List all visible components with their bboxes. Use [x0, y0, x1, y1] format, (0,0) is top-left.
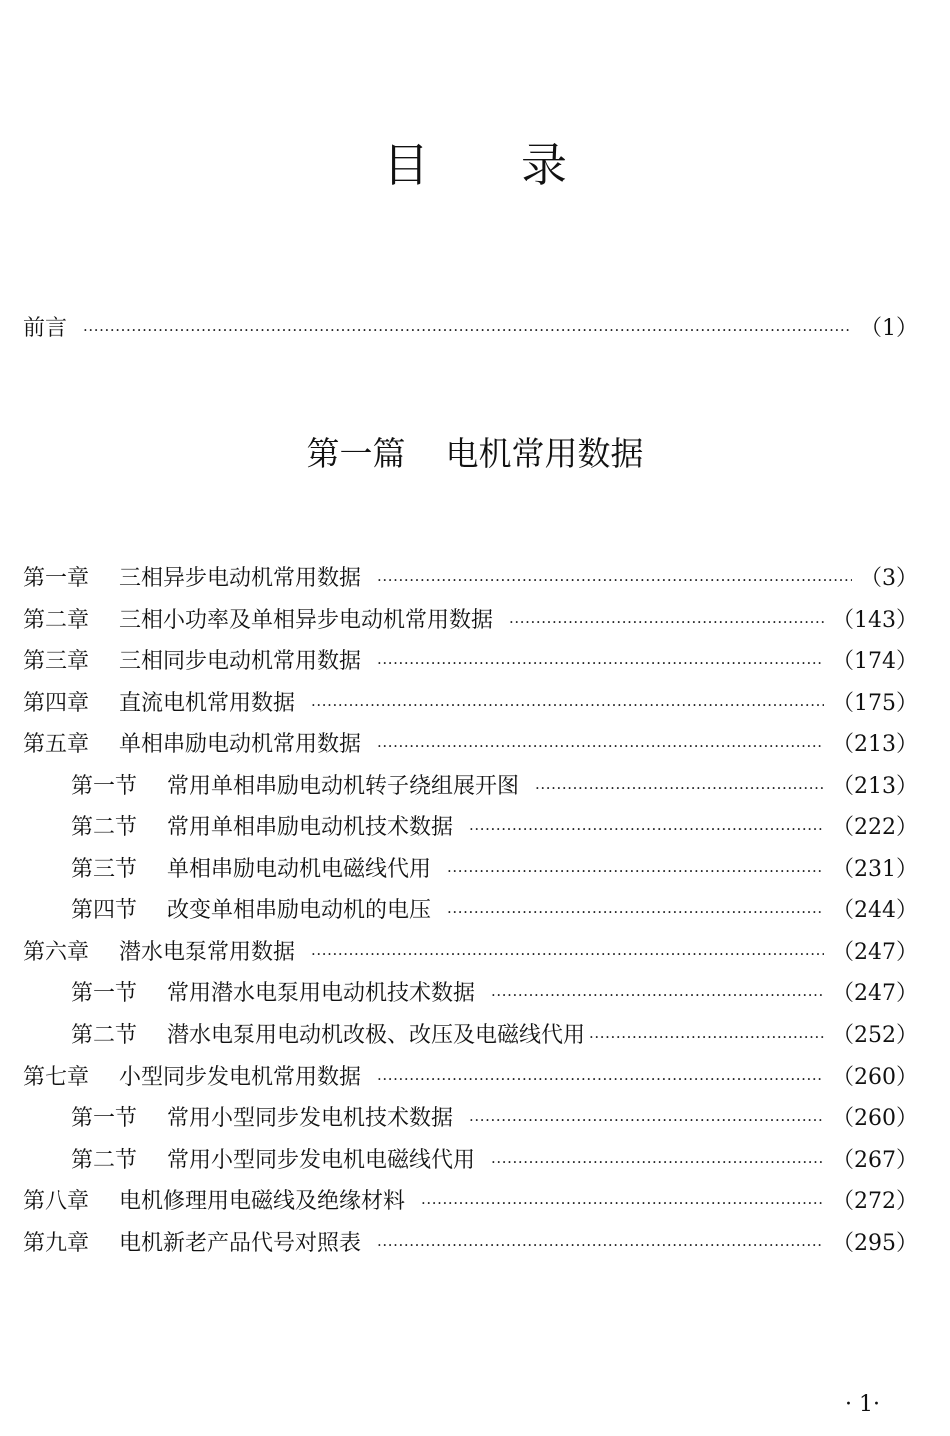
toc-leader-dots [421, 1188, 824, 1218]
toc-entry-text: 小型同步发电机常用数据 [119, 1065, 362, 1090]
toc-entry-label: 第一章 [23, 566, 90, 591]
toc-entry-chapter[interactable] [23, 647, 918, 677]
toc-entry-text: 三相同步电动机常用数据 [119, 649, 362, 674]
toc-entry-section[interactable] [71, 1104, 918, 1134]
toc-leader-dots [377, 1064, 824, 1094]
toc-leader-dots [377, 648, 824, 678]
toc-entry-label: 第四节 [71, 898, 138, 923]
toc-entry-label: 第八章 [23, 1189, 90, 1214]
toc-entry-chapter[interactable] [23, 564, 918, 594]
toc-leader-dots [377, 731, 824, 761]
toc-entry-chapter[interactable] [23, 689, 918, 719]
toc-entry-page: （222） [832, 815, 918, 840]
toc-entry-label: 第二章 [23, 608, 90, 633]
toc-entry-section[interactable] [71, 855, 918, 885]
toc-entry-section[interactable] [71, 772, 918, 802]
page-title-char-1: 目 [383, 138, 429, 192]
toc-leader-dots [447, 856, 824, 886]
part-text: 电机常用数据 [445, 434, 644, 473]
part-title [0, 432, 950, 476]
toc-entry-chapter[interactable] [23, 1229, 918, 1259]
toc-entry-label: 第二节 [71, 1023, 138, 1048]
toc-leader-dots [589, 1022, 824, 1052]
toc-entry-label: 第七章 [23, 1065, 90, 1090]
toc-entry-section[interactable] [71, 1146, 918, 1176]
toc-leader-dots [509, 607, 824, 637]
toc-entry-page: （267） [832, 1148, 918, 1173]
toc-entry-page: （213） [832, 774, 918, 799]
toc-entry-page: （1） [860, 316, 918, 341]
toc-entry-page: （174） [832, 649, 918, 674]
toc-entry-chapter[interactable] [23, 730, 918, 760]
page-title [0, 135, 950, 195]
part-label: 第一篇 [306, 434, 406, 473]
toc-entry-page: （247） [832, 981, 918, 1006]
toc-entry-label: 第一节 [71, 1106, 138, 1131]
toc-leader-dots [469, 1105, 824, 1135]
toc-entry-text: 电机修理用电磁线及绝缘材料 [119, 1189, 406, 1214]
toc-entry-label: 第九章 [23, 1231, 90, 1256]
toc-entry-text: 潜水电泵常用数据 [119, 940, 296, 965]
toc-leader-dots [311, 939, 824, 969]
toc-entry-text: 三相异步电动机常用数据 [119, 566, 362, 591]
toc-entry-text: 改变单相串励电动机的电压 [167, 898, 432, 923]
toc-entry-text: 电机新老产品代号对照表 [119, 1231, 362, 1256]
toc-leader-dots [83, 315, 852, 345]
toc-entry-section[interactable] [71, 979, 918, 1009]
toc-leader-dots [469, 814, 824, 844]
toc-leader-dots [377, 565, 852, 595]
page-title-char-2: 录 [521, 138, 567, 192]
toc-entry-page: （260） [832, 1106, 918, 1131]
toc-entry-page: （260） [832, 1065, 918, 1090]
toc-entry-page: （213） [832, 732, 918, 757]
toc-leader-dots [311, 690, 824, 720]
toc-entry-text: 三相小功率及单相异步电动机常用数据 [119, 608, 494, 633]
toc-leader-dots [491, 1147, 824, 1177]
toc-entry-preface[interactable] [23, 314, 918, 344]
toc-entry-page: （295） [832, 1231, 918, 1256]
toc-leader-dots [447, 897, 824, 927]
toc-entry-text: 潜水电泵用电动机改极、改压及电磁线代用 [167, 1023, 586, 1048]
toc-entry-page: （143） [832, 608, 918, 633]
toc-entry-label: 第一节 [71, 981, 138, 1006]
toc-entry-text: 直流电机常用数据 [119, 691, 296, 716]
toc-entry-label: 第二节 [71, 1148, 138, 1173]
toc-entry-section[interactable] [71, 1021, 918, 1051]
toc-entry-page: （231） [832, 857, 918, 882]
toc-entry-section[interactable] [71, 813, 918, 843]
toc-leader-dots [377, 1230, 824, 1260]
toc-entry-page: （3） [860, 566, 918, 591]
toc-entry-text: 前言 [23, 316, 68, 341]
toc-entry-text: 常用单相串励电动机转子绕组展开图 [167, 774, 520, 799]
toc-entry-label: 第四章 [23, 691, 90, 716]
toc-entry-page: （175） [832, 691, 918, 716]
toc-entry-chapter[interactable] [23, 938, 918, 968]
toc-entry-page: （272） [832, 1189, 918, 1214]
toc-entry-text: 常用潜水电泵用电动机技术数据 [167, 981, 476, 1006]
toc-entry-text: 常用单相串励电动机技术数据 [167, 815, 454, 840]
toc-entry-text: 常用小型同步发电机电磁线代用 [167, 1148, 476, 1173]
toc-leader-dots [535, 773, 824, 803]
toc-entry-label: 第二节 [71, 815, 138, 840]
toc-entry-text: 常用小型同步发电机技术数据 [167, 1106, 454, 1131]
toc-entry-page: （247） [832, 940, 918, 965]
toc-entry-chapter[interactable] [23, 606, 918, 636]
toc-entry-label: 第六章 [23, 940, 90, 965]
toc-entry-chapter[interactable] [23, 1187, 918, 1217]
toc-entry-text: 单相串励电动机电磁线代用 [167, 857, 432, 882]
toc-entry-section[interactable] [71, 896, 918, 926]
toc-entry-text: 单相串励电动机常用数据 [119, 732, 362, 757]
page-number: · 1· [845, 1392, 880, 1417]
toc-entry-chapter[interactable] [23, 1063, 918, 1093]
toc-entry-label: 第一节 [71, 774, 138, 799]
toc-entry-label: 第三节 [71, 857, 138, 882]
toc-leader-dots [491, 980, 824, 1010]
toc-entry-label: 第五章 [23, 732, 90, 757]
toc-entry-page: （252） [832, 1023, 918, 1048]
toc-entry-label: 第三章 [23, 649, 90, 674]
toc-entry-page: （244） [832, 898, 918, 923]
